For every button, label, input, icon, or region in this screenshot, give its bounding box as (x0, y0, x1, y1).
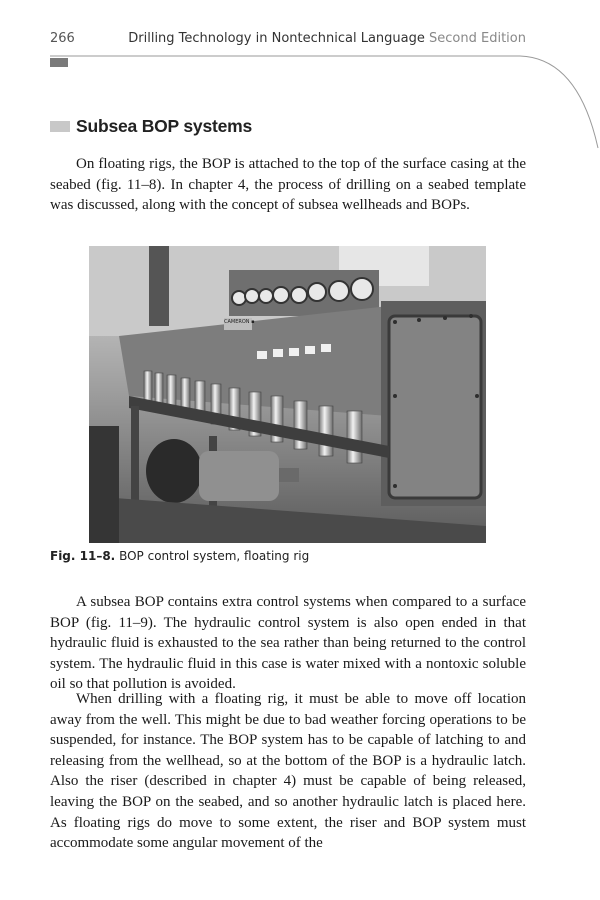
figure-photo (89, 246, 486, 543)
book-title: Drilling Technology in Nontechnical Language (128, 31, 425, 46)
bop-control-photo (89, 246, 486, 543)
page-number: 266 (50, 31, 75, 46)
panel-label: CAMERON ▪ (224, 319, 255, 325)
paragraph-3: When drilling with a floating rig, it must be able to move off location away from the well. This might be due to bad weather forcing operations to be suspended, for instance. The BOP system has to be capable of latching to and releasing from the wellhead, so at the bottom of the BOP is a hydraulic latch. Also the riser (described in chapter 4) must be capable of being released, leaving the BOP on the seabed, and so another hydraulic latch is placed here. As floating rigs do move to some extent, the riser and BOP system must accommodate some angular movement of the (50, 691, 526, 852)
paragraph-1: On floating rigs, the BOP is attached to the top of the surface casing at the seabed (fig. 11–8). In chapter 4, the process of drilling on a seabed template was discussed, along with the concept of subsea wellheads and BOPs. (50, 156, 526, 214)
edition-label: Second Edition (429, 31, 526, 46)
heading-bar (50, 121, 70, 132)
section-title: Subsea BOP systems (76, 116, 253, 136)
figure-label: Fig. 11–8. (50, 549, 116, 563)
section-heading (50, 116, 252, 137)
figure-caption-text: BOP control system, floating rig (119, 549, 310, 563)
figure-caption (50, 549, 309, 563)
paragraph-2: A subsea BOP contains extra control systems when compared to a surface BOP (fig. 11–9). The hydraulic control system is also open ended in that hydraulic fluid is exhausted to the sea rather than being returned to the control system. The hydraulic fluid in this case is water mixed with a nontoxic soluble oil so that pollution is avoided. (50, 594, 526, 693)
